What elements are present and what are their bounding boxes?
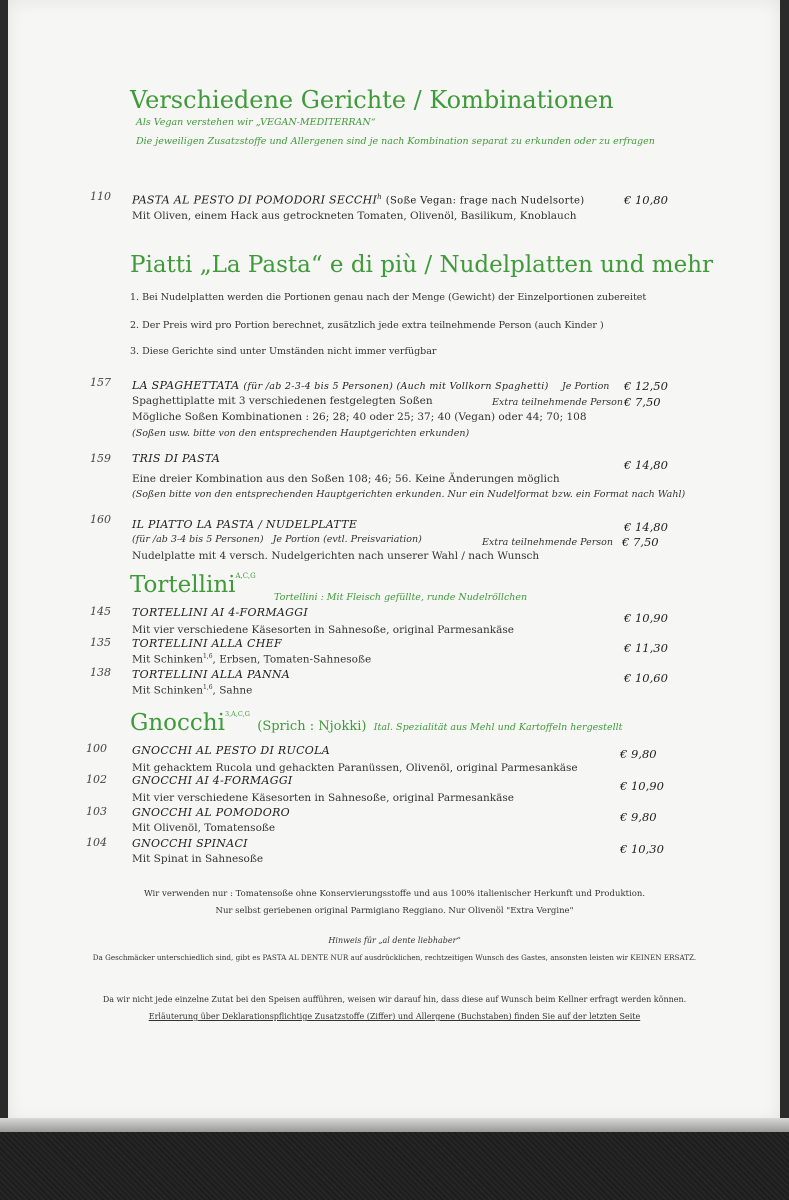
hint-title: Hinweis für „al dente liebhaber“ bbox=[328, 936, 461, 945]
item-price: € 10,60 bbox=[624, 671, 668, 685]
rule-3: 3. Diese Gerichte sind unter Umständen nicht immer verfügbar bbox=[130, 346, 437, 357]
item-description: Mit vier verschiedene Käsesorten in Sahnesoße, original Parmesankäse bbox=[132, 792, 514, 804]
section-title-kombinationen: Verschiedene Gerichte / Kombinationen bbox=[130, 86, 614, 114]
item-price: € 10,80 bbox=[624, 193, 668, 207]
item-price: € 10,90 bbox=[624, 611, 668, 625]
allergen-note: Die jeweiligen Zusatzstoffe und Allergenen sind je nach Kombination separat zu erkunden oder zu erfragen bbox=[136, 136, 655, 147]
item-title: GNOCCHI AI 4-FORMAGGI bbox=[132, 774, 293, 787]
section-title-tortellini: Tortellini$^{A,C,G}$ bbox=[130, 572, 256, 598]
item-title: IL PIATTO LA PASTA / NUDELPLATTE bbox=[132, 518, 358, 531]
footer-declaration-note: Erläuterung über Deklarationspflichtige Zusatzstoffe (Ziffer) und Allergene (Buchstaben) finden Sie auf der letzten Seite bbox=[148, 1012, 641, 1021]
rule-1: 1. Bei Nudelplatten werden die Portionen genau nach der Menge (Gewicht) der Einzelportionen zubereitet bbox=[130, 292, 647, 303]
item-number: 157 bbox=[90, 376, 111, 389]
extra-person-price: € 7,50 bbox=[622, 535, 659, 549]
item-description: Mögliche Soßen Kombinationen : 26; 28; 40 oder 25; 37; 40 (Vegan) oder 44; 70; 108 bbox=[132, 411, 587, 423]
section-title-nudelplatten: Piatti „La Pasta“ e di più / Nudelplatten und mehr bbox=[130, 252, 713, 278]
item-number: 103 bbox=[86, 805, 107, 818]
item-price: € 12,50 bbox=[624, 379, 668, 393]
item-number: 135 bbox=[90, 636, 111, 649]
item-title: GNOCCHI SPINACI bbox=[132, 837, 248, 850]
footer-cheese-oil: Nur selbst geriebenen original Parmigiano Reggiano. Nur Olivenöl "Extra Vergine" bbox=[215, 906, 574, 916]
item-description: Eine dreier Kombination aus den Soßen 108; 46; 56. Keine Änderungen möglich bbox=[132, 473, 560, 485]
item-price: € 11,30 bbox=[624, 641, 668, 655]
item-description: Spaghettiplatte mit 3 verschiedenen festgelegten Soßen bbox=[132, 395, 433, 407]
item-number: 110 bbox=[90, 190, 111, 203]
item-description: Mit Olivenöl, Tomatensoße bbox=[132, 822, 276, 834]
extra-person-price: € 7,50 bbox=[624, 395, 661, 409]
footer-ingredients: Wir verwenden nur : Tomatensoße ohne Konservierungsstoffe und aus 100% italienischer Herkunft und Produktion. bbox=[143, 889, 646, 899]
item-price: € 10,90 bbox=[620, 779, 664, 793]
item-number: 104 bbox=[86, 836, 107, 849]
item-number: 102 bbox=[86, 773, 107, 786]
item-title: TORTELLINI AI 4-FORMAGGI bbox=[132, 606, 308, 619]
item-description: Mit Oliven, einem Hack aus getrockneten Tomaten, Olivenöl, Basilikum, Knoblauch bbox=[132, 210, 577, 222]
rule-2: 2. Der Preis wird pro Portion berechnet, zusätzlich jede extra teilnehmende Person (auch Kinder ) bbox=[130, 320, 604, 331]
item-note: (Soßen usw. bitte von den entsprechenden Hauptgerichten erkunden) bbox=[132, 428, 470, 439]
plastic-sleeve-edge bbox=[0, 1118, 789, 1132]
item-description: Nudelplatte mit 4 versch. Nudelgerichten nach unserer Wahl / nach Wunsch bbox=[132, 550, 540, 562]
item-description: Mit gehacktem Rucola und gehackten Paranüssen, Olivenöl, original Parmesankäse bbox=[132, 762, 578, 774]
item-description: Mit vier verschiedene Käsesorten in Sahnesoße, original Parmesankäse bbox=[132, 624, 514, 636]
item-number: 100 bbox=[86, 742, 107, 755]
item-title: TORTELLINI ALLA CHEF bbox=[132, 637, 282, 650]
vegan-note: Als Vegan verstehen wir „VEGAN-MEDITERRAN“ bbox=[136, 117, 376, 128]
extra-person-label: Extra teilnehmende Person bbox=[482, 537, 614, 548]
item-price: € 9,80 bbox=[620, 747, 657, 761]
extra-person-label: Extra teilnehmende Person bbox=[492, 397, 624, 408]
item-title: LA SPAGHETTATA (für /ab 2-3-4 bis 5 Personen) (Auch mit Vollkorn Spaghetti) bbox=[132, 379, 549, 392]
table-surface bbox=[0, 1132, 789, 1200]
item-note: (Soßen bitte von den entsprechenden Hauptgerichten erkunden. Nur ein Nudelformat bzw. ein Format nach Wahl) bbox=[132, 489, 686, 500]
item-price: € 9,80 bbox=[620, 810, 657, 824]
item-description: Mit Spinat in Sahnesoße bbox=[132, 853, 264, 865]
item-title: TRIS DI PASTA bbox=[132, 452, 221, 465]
hint-text: Da Geschmäcker unterschiedlich sind, gibt es PASTA AL DENTE NUR auf ausdrücklichen, rechtzeitigen Wunsch des Gastes, ansonsten leisten wir KEINEN ERSATZ. bbox=[92, 953, 697, 962]
item-description: Mit Schinken$^{1,6}$, Erbsen, Tomaten-Sahnesoße bbox=[132, 653, 372, 666]
item-number: 159 bbox=[90, 452, 111, 465]
item-note: (für /ab 3-4 bis 5 Personen) Je Portion (evtl. Preisvariation) bbox=[132, 534, 422, 545]
item-price: € 14,80 bbox=[624, 520, 668, 534]
tortellini-subtitle: Tortellini : Mit Fleisch gefüllte, runde Nudelröllchen bbox=[274, 592, 528, 603]
portion-label: Je Portion bbox=[562, 381, 610, 392]
item-title: GNOCCHI AL POMODORO bbox=[132, 806, 290, 819]
item-number: 145 bbox=[90, 605, 111, 618]
item-number: 138 bbox=[90, 666, 111, 679]
item-title: PASTA AL PESTO DI POMODORI SECCHI$^h$ (Soße Vegan: frage nach Nudelsorte) bbox=[132, 193, 585, 207]
item-title: TORTELLINI ALLA PANNA bbox=[132, 668, 291, 681]
item-number: 160 bbox=[90, 513, 111, 526]
footer-ingredients-note: Da wir nicht jede einzelne Zutat bei den Speisen aufführen, weisen wir darauf hin, dass diese auf Wunsch beim Kellner erfragt werden können. bbox=[102, 995, 687, 1004]
item-price: € 14,80 bbox=[624, 458, 668, 472]
section-title-gnocchi: Gnocchi$^{3,A,C,G}$ (Sprich : Njokki) Ital. Spezialität aus Mehl und Kartoffeln hergestellt bbox=[130, 710, 623, 736]
item-title: GNOCCHI AL PESTO DI RUCOLA bbox=[132, 744, 330, 757]
item-description: Mit Schinken$^{1,6}$, Sahne bbox=[132, 684, 253, 697]
item-price: € 10,30 bbox=[620, 842, 664, 856]
